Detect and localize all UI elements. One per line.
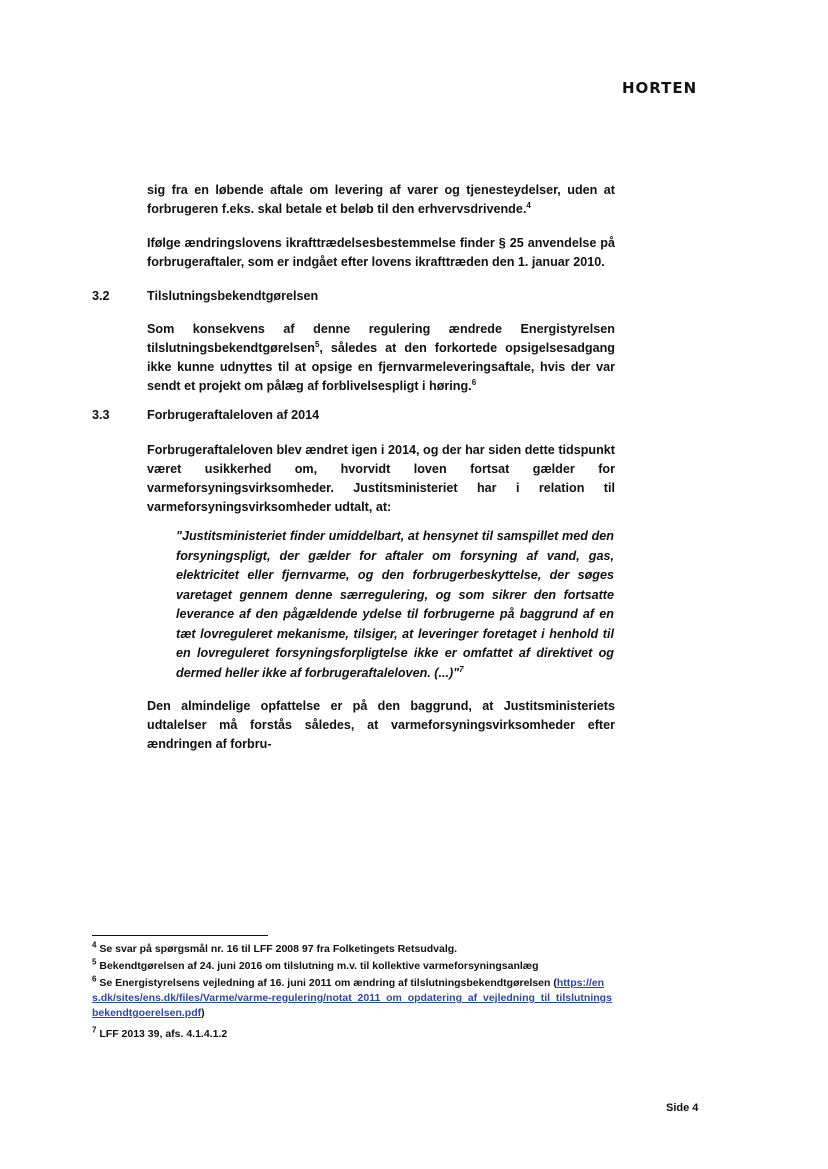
footnote-ref-4[interactable]: 4 [526, 200, 531, 210]
footnote-separator [92, 935, 268, 936]
paragraph-ikrafttraedelse: Ifølge ændringslovens ikrafttrædelsesbestemmelse finder § 25 anvendelse på forbrugeraftaler, som er indgået efter lovens ikrafttræden den 1. januar 2010. [147, 236, 615, 269]
paragraph-continuation: sig fra en løbende aftale om levering af varer og tjenesteydelser, uden at forbrugeren f.eks. skal betale et beløb til den erhvervsdrivende.$^4$ [147, 183, 615, 216]
horten-logo: HORTEN [622, 79, 698, 97]
block-quote-justitsministeriet: "Justitsministeriet finder umiddelbart, at hensynet til samspillet med den forsyningspligt, der gælder for aftaler om forsyning af vand, gas, elektricitet eller fjernvarme, og den forbrugerbeskyttelse, der søges varetaget gennem denne særregulering, og som sikrer den fortsatte leverance af den pågældende ydelse til forbrugerne på baggrund af en tæt lovreguleret mekanisme, tilsiger, at leveringer foretaget i henhold til en lovreguleret forsyningsforpligtelse ikke er omfattet af direktivet og dermed heller ikke af forbrugeraftaleloven. (...)"$^7$ [176, 529, 614, 680]
page-number: Side 4 [666, 1102, 699, 1114]
paragraph-forbrugeraftaleloven: Forbrugeraftaleloven blev ændret igen i 2014, og der har siden dette tidspunkt været usikkerhed om, hvorvidt loven fortsat gælder for varmeforsyningsvirksomheder. Justitsministeriet har i relation til varmeforsyningsvirksomheder udtalt, at: [147, 443, 615, 514]
footnote-ref-6[interactable]: 6 [471, 377, 477, 387]
footnote-6-link[interactable]: https://ens.dk/sites/ens.dk/files/Varme/varme-regulering/notat_2011_om_opdatering_af_vejledning_til_tilslutningsbekendtgoerelsen.pdf [92, 977, 612, 1019]
footnote-6: $^6$ Se Energistyrelsens vejledning af 16. juni 2011 om ændring af tilslutningsbekendtgørelsen (https://ens.dk/sites/ens.dk/files/Varme/varme-regulering/notat_2011_om_opdatering_af_vejledning_til_tilslutningsbekendtgoerelsen.pdf) [92, 974, 612, 1019]
section-number-3-2: 3.2 [92, 289, 110, 303]
paragraph-tilslutning: Som konsekvens af denne regulering ændrede Energistyrelsen tilslutningsbekendtgørelsen$^5$, således at den forkortede opsigelsesadgang ikke kunne udnyttes til at opsige en fjernvarmeleveringsaftale, hvis der var sendt et projekt om pålæg af forblivelsespligt i høring.$^6$ [147, 322, 615, 393]
paragraph-almindelig-opfattelse: Den almindelige opfattelse er på den baggrund, at Justitsministeriets udtalelser må forstås således, at varmeforsyningsvirksomheder efter ændringen af forbru- [147, 699, 615, 751]
section-number-3-3: 3.3 [92, 408, 110, 422]
footnote-5: $^5$ Bekendtgørelsen af 24. juni 2016 om tilslutning m.v. til kollektive varmeforsyningsanlæg [92, 957, 539, 972]
footnote-ref-7[interactable]: 7 [459, 664, 464, 674]
footnote-ref-5[interactable]: 5 [314, 339, 320, 349]
section-title-3-3: Forbrugeraftaleloven af 2014 [147, 408, 320, 422]
footnote-7: $^7$ LFF 2013 39, afs. 4.1.4.1.2 [92, 1025, 228, 1040]
section-title-3-2: Tilslutningsbekendtgørelsen [147, 289, 319, 303]
footnote-4: $^4$ Se svar på spørgsmål nr. 16 til LFF 2008 97 fra Folketingets Retsudvalg. [92, 940, 458, 955]
